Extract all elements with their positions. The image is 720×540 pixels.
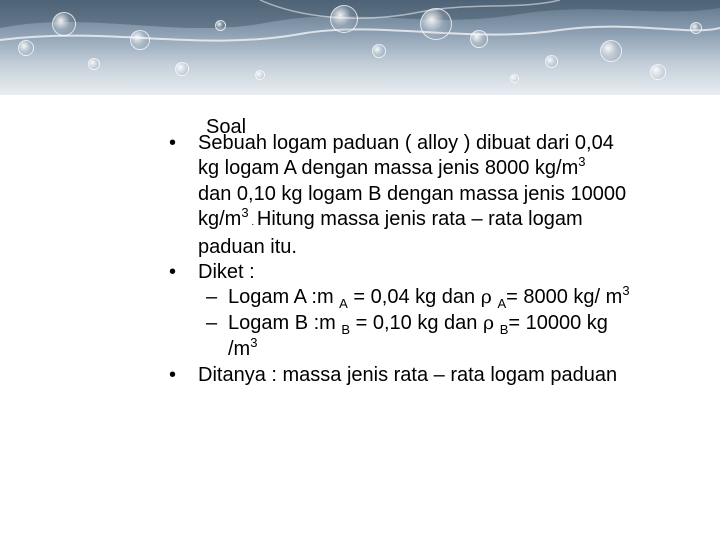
rho-symbol: ρ — [482, 312, 495, 334]
bubble — [650, 64, 666, 80]
diket-label: Diket : — [198, 261, 255, 283]
water-bubbles-banner — [0, 0, 720, 95]
given-text: Logam A :m — [228, 286, 340, 308]
bubble — [52, 12, 76, 36]
ditanya-item — [166, 363, 711, 388]
bubble — [420, 8, 452, 40]
bubble — [88, 58, 100, 70]
given-text: = 10000 kg — [508, 312, 608, 334]
superscript: 3 — [250, 335, 258, 350]
problem-line: Sebuah logam paduan ( alloy ) dibuat dari 0,04 — [198, 132, 614, 154]
bubble — [690, 22, 702, 34]
problem-statement — [166, 131, 711, 260]
superscript: 3 — [578, 154, 586, 169]
given-logam-b — [166, 311, 711, 363]
subscript: A — [497, 296, 507, 311]
bubble — [330, 5, 358, 33]
bullet-icon: • — [169, 364, 177, 386]
bubble — [175, 62, 189, 76]
given-text: = 0,10 kg dan — [350, 312, 483, 334]
bullet-icon: • — [169, 261, 177, 283]
bubble — [545, 55, 558, 68]
separator-dot: . — [248, 217, 257, 228]
bubble — [510, 74, 519, 83]
bubble — [255, 70, 265, 80]
dash-icon: – — [206, 286, 218, 308]
slide-content — [166, 131, 711, 388]
problem-line: kg/m — [198, 208, 242, 230]
given-text: = 8000 kg/ m — [506, 286, 623, 308]
bullet-icon: • — [169, 132, 177, 154]
bubble — [470, 30, 488, 48]
bubble — [600, 40, 622, 62]
superscript: 3 — [241, 205, 249, 220]
problem-line: dan 0,10 kg logam B dengan massa jenis 10000 — [198, 183, 627, 205]
given-text: = 0,04 kg dan — [347, 286, 481, 308]
bubble — [130, 30, 150, 50]
diket-heading — [166, 260, 711, 285]
given-logam-a — [166, 285, 711, 311]
subscript: B — [499, 322, 509, 337]
given-text: Logam B :m — [228, 312, 342, 334]
problem-line: paduan itu. — [198, 236, 297, 258]
bubble — [215, 20, 226, 31]
rho-symbol: ρ — [480, 286, 492, 308]
subscript: A — [339, 296, 348, 311]
ditanya-text: Ditanya : massa jenis rata – rata logam paduan — [198, 364, 618, 386]
slide-title: Soal — [206, 116, 247, 138]
superscript: 3 — [622, 283, 630, 298]
bubble — [18, 40, 34, 56]
problem-line: Hitung massa jenis rata – rata logam — [256, 208, 583, 230]
given-text: /m — [228, 338, 251, 360]
bubble — [372, 44, 386, 58]
subscript: B — [341, 322, 351, 337]
dash-icon: – — [206, 312, 218, 334]
problem-line: kg logam A dengan massa jenis 8000 kg/m — [198, 157, 579, 179]
